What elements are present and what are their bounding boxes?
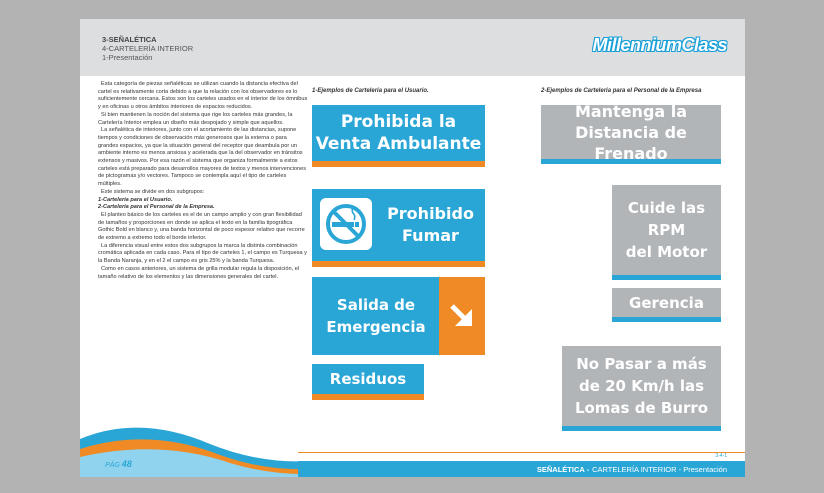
brand-logo (592, 35, 727, 56)
sign-line: RPM (647, 221, 686, 239)
section-title: 3-SEÑALÉTICA (102, 35, 157, 44)
sign-line: Residuos (329, 370, 407, 388)
sign-prohibida-venta (312, 105, 485, 167)
footer-section: SEÑALÉTICA - (536, 464, 590, 474)
sign-line: No Pasar a más (576, 355, 707, 373)
sign-line: Venta Ambulante (315, 134, 482, 154)
sign-line: Salida de (336, 296, 416, 314)
personal-examples-title: 2-Ejemplos de Cartelería para el Personal de la Empresa (541, 88, 702, 94)
subsection-title: 4-CARTELERÍA INTERIOR (102, 44, 194, 53)
sign-line: de 20 Km/h las (578, 377, 705, 395)
sign-salida-emergencia (312, 277, 485, 355)
usuario-examples-title: 1-Ejemplos de Cartelería para el Usuario. (312, 88, 429, 94)
footer-divider (298, 452, 745, 453)
sign-mantenga-distancia (541, 101, 721, 164)
footer-bar (298, 461, 745, 477)
page-prefix: PÁG (105, 462, 120, 469)
sign-text (376, 189, 485, 261)
sign-line: Cuide las (627, 199, 706, 217)
page-number (105, 459, 132, 469)
sign-line: Emergencia (326, 318, 426, 336)
page (80, 19, 745, 477)
paragraph: Si bien mantienen la noción del sistema que rige los carteles más grandes, la Cartelería Interior emplea un diseño más despojado y simple que aquellos. (98, 111, 293, 126)
sign-line: Prohibido (387, 204, 474, 223)
paragraph: Esta categoría de piezas señaléticas se utilizan cuando la distancia efectiva del cartel es relativamente corta debido a que la relación con los observadores es lo suficientemente cercana. Estos son los carteles usados en el interior de los ómnibus y en oficinas u otros ámbitos interiores de espacios reducidos. (98, 81, 308, 111)
subgroup-2: 2-Cartelería para el Personal de la Empresa. (98, 204, 215, 211)
page-header (80, 19, 745, 76)
arrow-down-right-icon (439, 277, 485, 355)
footer-subsection: CARTELERÍA INTERIOR - Presentación (592, 464, 727, 474)
sign-line: Gerencia (629, 293, 704, 312)
sign-line: Fumar (402, 226, 459, 245)
sign-line: Lomas de Burro (574, 399, 709, 417)
sign-gerencia (612, 288, 721, 322)
page-number-value: 48 (121, 459, 132, 469)
sign-text (312, 277, 440, 355)
sign-cuide-rpm (612, 185, 721, 280)
subsubsection-title: 1-Presentación (102, 53, 153, 62)
sign-residuos (312, 364, 424, 400)
sign-line: Mantenga la (574, 101, 688, 121)
logo-part1: Millennium (592, 35, 682, 55)
paragraph: Este sistema se divide en dos subgrupos: (101, 188, 205, 195)
paragraph: El planteo básico de los carteles es el de un campo amplio y con gran flexibilidad de tamaños y proporciones en donde se aplica el texto en la familia tipográfica Gothic Bold en blanco y, una banda horizontal de poco espesor relativo que recorre de extremo a extremo todo el borde inferior. (98, 211, 305, 242)
subgroup-1: 1-Cartelería para el Usuario. (98, 196, 173, 203)
page-code: 3-4-1 (715, 453, 727, 459)
sign-prohibido-fumar (312, 189, 485, 267)
paragraph: La diferencia visual entre estos dos subgrupos la marca la distinta combinación cromática aplicada en cada caso. Para el tipo de carteles 1, el campo es Turquesa y la Banda Naranja, y en el 2 el campo es gris 25% y la banda Turquesa. (98, 242, 307, 265)
paragraph: Como en casos anteriores, un sistema de grilla modular regula la disposición, el tamaño relativo de los elementos y las dimensiones generales del cartel. (98, 265, 300, 280)
sign-line: Distancia de Frenado (575, 122, 687, 163)
paragraph: La señalética de interiores, junto con el acortamiento de las distancias, supone tiempos y condiciones de observación más generosos que la externa o para grandes espacios, ya que la situación general del receptor que deambula por un ambiente interno es menos ansiosa y acelerada que la del observador en tránsitos extensos y masivos. Por esa razón el sistema que organiza formalmente a estos carteles está preparado para desarrollos mayores de textos y menos intervenciones de pictogramas y/o vectores. Tampoco se contempla aquí el tipo de carteles múltiples. (98, 127, 307, 188)
sign-line: Prohibida la (340, 112, 457, 132)
sign-line: del Motor (625, 243, 708, 261)
no-smoking-icon (320, 198, 372, 250)
body-text (98, 81, 308, 281)
logo-part2: Class (681, 35, 727, 55)
